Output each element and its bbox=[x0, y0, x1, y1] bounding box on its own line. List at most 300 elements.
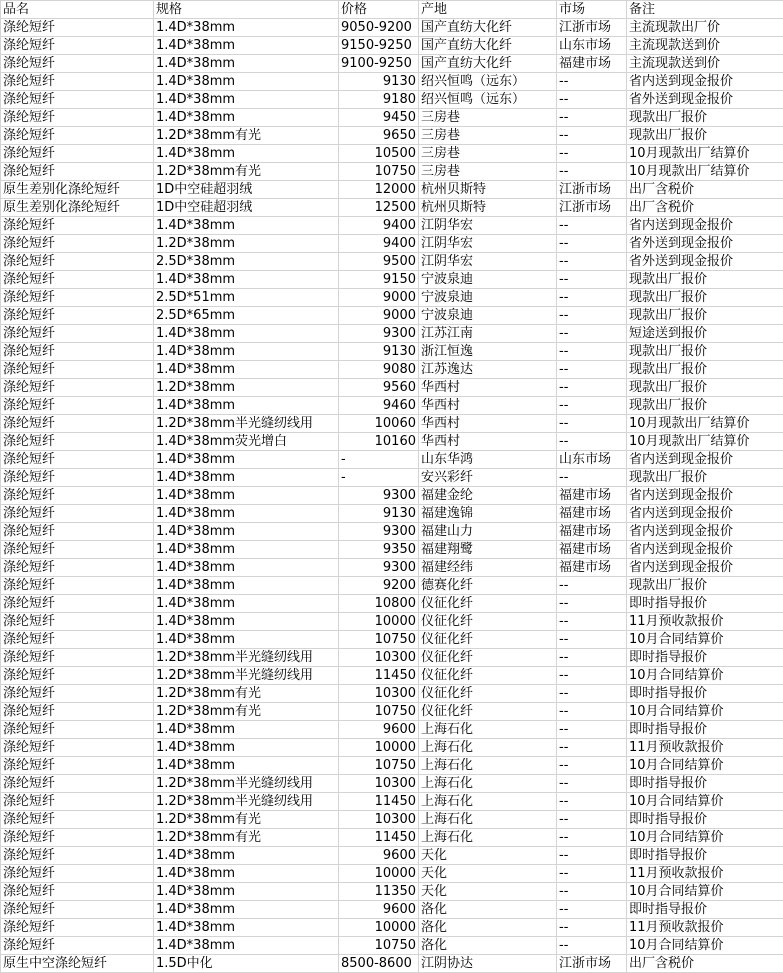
price-cell: 9400 bbox=[339, 217, 419, 235]
table-row bbox=[1, 883, 783, 901]
table-row bbox=[1, 595, 783, 613]
origin-cell: 宁波泉迪 bbox=[419, 289, 557, 307]
table-row bbox=[1, 757, 783, 775]
market-cell: -- bbox=[557, 919, 627, 937]
product-name-cell: 涤纶短纤 bbox=[1, 55, 154, 73]
product-name-cell: 涤纶短纤 bbox=[1, 793, 154, 811]
product-name-cell: 涤纶短纤 bbox=[1, 631, 154, 649]
spec-cell: 1.4D*38mm bbox=[154, 37, 339, 55]
table-row bbox=[1, 739, 783, 757]
market-cell: -- bbox=[557, 937, 627, 955]
table-row bbox=[1, 307, 783, 325]
market-cell: -- bbox=[557, 739, 627, 757]
product-name-cell: 涤纶短纤 bbox=[1, 379, 154, 397]
remark-cell: 10月合同结算价 bbox=[627, 703, 783, 721]
table-row bbox=[1, 19, 783, 37]
price-cell: 11450 bbox=[339, 793, 419, 811]
price-cell: 10300 bbox=[339, 649, 419, 667]
origin-cell: 仪征化纤 bbox=[419, 595, 557, 613]
table-row bbox=[1, 631, 783, 649]
origin-cell: 洛化 bbox=[419, 919, 557, 937]
market-cell: -- bbox=[557, 847, 627, 865]
table-row bbox=[1, 919, 783, 937]
spec-cell: 1.4D*38mm bbox=[154, 145, 339, 163]
table-row bbox=[1, 811, 783, 829]
origin-cell: 天化 bbox=[419, 883, 557, 901]
spec-cell: 1.4D*38mm bbox=[154, 109, 339, 127]
origin-cell: 上海石化 bbox=[419, 829, 557, 847]
header-remark: 备注 bbox=[627, 1, 783, 19]
table-row bbox=[1, 901, 783, 919]
product-name-cell: 涤纶短纤 bbox=[1, 667, 154, 685]
header-row bbox=[1, 1, 783, 19]
remark-cell: 11月预收款报价 bbox=[627, 739, 783, 757]
remark-cell: 主流现款出厂价 bbox=[627, 19, 783, 37]
product-name-cell: 涤纶短纤 bbox=[1, 775, 154, 793]
product-name-cell: 涤纶短纤 bbox=[1, 847, 154, 865]
product-name-cell: 涤纶短纤 bbox=[1, 811, 154, 829]
spec-cell: 1.2D*38mm bbox=[154, 379, 339, 397]
remark-cell: 现款出厂报价 bbox=[627, 109, 783, 127]
price-cell: 10800 bbox=[339, 595, 419, 613]
origin-cell: 上海石化 bbox=[419, 721, 557, 739]
origin-cell: 杭州贝斯特 bbox=[419, 181, 557, 199]
price-cell: 9650 bbox=[339, 127, 419, 145]
remark-cell: 10月合同结算价 bbox=[627, 631, 783, 649]
market-cell: -- bbox=[557, 577, 627, 595]
product-name-cell: 涤纶短纤 bbox=[1, 865, 154, 883]
remark-cell: 出厂含税价 bbox=[627, 181, 783, 199]
origin-cell: 上海石化 bbox=[419, 739, 557, 757]
remark-cell: 11月预收款报价 bbox=[627, 613, 783, 631]
product-name-cell: 涤纶短纤 bbox=[1, 361, 154, 379]
table-row bbox=[1, 127, 783, 145]
remark-cell: 即时指导报价 bbox=[627, 775, 783, 793]
product-name-cell: 涤纶短纤 bbox=[1, 127, 154, 145]
table-row bbox=[1, 487, 783, 505]
table-row bbox=[1, 649, 783, 667]
origin-cell: 宁波泉迪 bbox=[419, 307, 557, 325]
product-name-cell: 涤纶短纤 bbox=[1, 217, 154, 235]
origin-cell: 仪征化纤 bbox=[419, 685, 557, 703]
origin-cell: 仪征化纤 bbox=[419, 613, 557, 631]
product-name-cell: 涤纶短纤 bbox=[1, 487, 154, 505]
remark-cell: 现款出厂报价 bbox=[627, 271, 783, 289]
price-cell: 10750 bbox=[339, 163, 419, 181]
product-name-cell: 涤纶短纤 bbox=[1, 307, 154, 325]
table-row bbox=[1, 361, 783, 379]
remark-cell: 现款出厂报价 bbox=[627, 127, 783, 145]
market-cell: 福建市场 bbox=[557, 541, 627, 559]
product-name-cell: 涤纶短纤 bbox=[1, 649, 154, 667]
remark-cell: 省外送到现金报价 bbox=[627, 253, 783, 271]
product-name-cell: 涤纶短纤 bbox=[1, 37, 154, 55]
remark-cell: 短途送到报价 bbox=[627, 325, 783, 343]
remark-cell: 11月预收款报价 bbox=[627, 919, 783, 937]
remark-cell: 即时指导报价 bbox=[627, 901, 783, 919]
spec-cell: 1.2D*38mm半光缝纫线用 bbox=[154, 649, 339, 667]
origin-cell: 德赛化纤 bbox=[419, 577, 557, 595]
price-cell: 9600 bbox=[339, 721, 419, 739]
table-row bbox=[1, 865, 783, 883]
origin-cell: 国产直纺大化纤 bbox=[419, 19, 557, 37]
remark-cell: 10月现款出厂结算价 bbox=[627, 163, 783, 181]
table-row bbox=[1, 667, 783, 685]
origin-cell: 上海石化 bbox=[419, 775, 557, 793]
spec-cell: 1D中空硅超羽绒 bbox=[154, 181, 339, 199]
origin-cell: 福建山力 bbox=[419, 523, 557, 541]
market-cell: -- bbox=[557, 793, 627, 811]
table-row bbox=[1, 397, 783, 415]
spec-cell: 1.2D*38mm有光 bbox=[154, 829, 339, 847]
table-row bbox=[1, 559, 783, 577]
remark-cell: 即时指导报价 bbox=[627, 685, 783, 703]
price-cell: 9100-9250 bbox=[339, 55, 419, 73]
price-cell: 12000 bbox=[339, 181, 419, 199]
product-name-cell: 涤纶短纤 bbox=[1, 73, 154, 91]
market-cell: 福建市场 bbox=[557, 505, 627, 523]
spec-cell: 1.4D*38mm bbox=[154, 271, 339, 289]
spec-cell: 1.4D*38mm bbox=[154, 343, 339, 361]
price-cell: 11450 bbox=[339, 667, 419, 685]
product-name-cell: 涤纶短纤 bbox=[1, 343, 154, 361]
remark-cell: 10月合同结算价 bbox=[627, 667, 783, 685]
price-cell: 10300 bbox=[339, 685, 419, 703]
table-row bbox=[1, 163, 783, 181]
market-cell: -- bbox=[557, 901, 627, 919]
market-cell: 江浙市场 bbox=[557, 955, 627, 973]
product-name-cell: 涤纶短纤 bbox=[1, 577, 154, 595]
price-cell: 9130 bbox=[339, 73, 419, 91]
market-cell: -- bbox=[557, 469, 627, 487]
spec-cell: 1.2D*38mm半光缝纫线用 bbox=[154, 775, 339, 793]
header-origin: 产地 bbox=[419, 1, 557, 19]
origin-cell: 洛化 bbox=[419, 937, 557, 955]
product-name-cell: 涤纶短纤 bbox=[1, 559, 154, 577]
product-name-cell: 涤纶短纤 bbox=[1, 919, 154, 937]
price-cell: 8500-8600 bbox=[339, 955, 419, 973]
price-cell: 10750 bbox=[339, 937, 419, 955]
price-cell: 9350 bbox=[339, 541, 419, 559]
table-row bbox=[1, 433, 783, 451]
spec-cell: 1.4D*38mm bbox=[154, 595, 339, 613]
product-name-cell: 涤纶短纤 bbox=[1, 721, 154, 739]
table-row bbox=[1, 253, 783, 271]
price-cell: 9200 bbox=[339, 577, 419, 595]
table-row bbox=[1, 37, 783, 55]
spec-cell: 1.4D*38mm bbox=[154, 847, 339, 865]
origin-cell: 国产直纺大化纤 bbox=[419, 55, 557, 73]
origin-cell: 浙江恒逸 bbox=[419, 343, 557, 361]
market-cell: -- bbox=[557, 595, 627, 613]
market-cell: 福建市场 bbox=[557, 523, 627, 541]
table-row bbox=[1, 55, 783, 73]
spec-cell: 1.4D*38mm bbox=[154, 919, 339, 937]
market-cell: -- bbox=[557, 235, 627, 253]
market-cell: -- bbox=[557, 703, 627, 721]
header-market: 市场 bbox=[557, 1, 627, 19]
market-cell: -- bbox=[557, 361, 627, 379]
spec-cell: 1.4D*38mm bbox=[154, 631, 339, 649]
remark-cell: 即时指导报价 bbox=[627, 595, 783, 613]
product-name-cell: 涤纶短纤 bbox=[1, 883, 154, 901]
spec-cell: 1.2D*38mm半光缝纫线用 bbox=[154, 793, 339, 811]
price-cell: 9300 bbox=[339, 559, 419, 577]
product-name-cell: 原生差别化涤纶短纤 bbox=[1, 181, 154, 199]
origin-cell: 三房巷 bbox=[419, 127, 557, 145]
remark-cell: 出厂含税价 bbox=[627, 199, 783, 217]
remark-cell: 省内送到现金报价 bbox=[627, 217, 783, 235]
price-cell: 10000 bbox=[339, 919, 419, 937]
product-name-cell: 涤纶短纤 bbox=[1, 289, 154, 307]
table-row bbox=[1, 73, 783, 91]
product-name-cell: 涤纶短纤 bbox=[1, 703, 154, 721]
price-cell: 10000 bbox=[339, 739, 419, 757]
origin-cell: 仪征化纤 bbox=[419, 667, 557, 685]
table-row bbox=[1, 685, 783, 703]
table-row bbox=[1, 577, 783, 595]
table-row bbox=[1, 91, 783, 109]
spec-cell: 1.4D*38mm bbox=[154, 721, 339, 739]
origin-cell: 福建金纶 bbox=[419, 487, 557, 505]
remark-cell: 10月现款出厂结算价 bbox=[627, 433, 783, 451]
product-name-cell: 涤纶短纤 bbox=[1, 757, 154, 775]
market-cell: -- bbox=[557, 721, 627, 739]
origin-cell: 宁波泉迪 bbox=[419, 271, 557, 289]
spec-cell: 1.4D*38mm bbox=[154, 613, 339, 631]
price-cell: 9130 bbox=[339, 505, 419, 523]
product-name-cell: 涤纶短纤 bbox=[1, 109, 154, 127]
price-cell: 9560 bbox=[339, 379, 419, 397]
market-cell: -- bbox=[557, 217, 627, 235]
price-cell: 9150-9250 bbox=[339, 37, 419, 55]
market-cell: 福建市场 bbox=[557, 559, 627, 577]
table-row bbox=[1, 937, 783, 955]
spec-cell: 1.5D中化 bbox=[154, 955, 339, 973]
price-cell: 10300 bbox=[339, 811, 419, 829]
table-row bbox=[1, 703, 783, 721]
price-cell: 9600 bbox=[339, 901, 419, 919]
price-cell: 9080 bbox=[339, 361, 419, 379]
spec-cell: 1.4D*38mm bbox=[154, 577, 339, 595]
market-cell: -- bbox=[557, 397, 627, 415]
spec-cell: 1.4D*38mm bbox=[154, 523, 339, 541]
origin-cell: 江阴华宏 bbox=[419, 217, 557, 235]
table-row bbox=[1, 235, 783, 253]
table-row bbox=[1, 379, 783, 397]
product-name-cell: 涤纶短纤 bbox=[1, 253, 154, 271]
spec-cell: 1.4D*38mm bbox=[154, 451, 339, 469]
market-cell: -- bbox=[557, 253, 627, 271]
remark-cell: 省内送到现金报价 bbox=[627, 541, 783, 559]
table-row bbox=[1, 523, 783, 541]
spec-cell: 1.2D*38mm有光 bbox=[154, 811, 339, 829]
origin-cell: 绍兴恒鸣（远东） bbox=[419, 91, 557, 109]
table-row bbox=[1, 217, 783, 235]
table-row bbox=[1, 469, 783, 487]
market-cell: -- bbox=[557, 91, 627, 109]
market-cell: 山东市场 bbox=[557, 37, 627, 55]
spec-cell: 1.4D*38mm bbox=[154, 469, 339, 487]
spec-cell: 1.4D*38mm bbox=[154, 217, 339, 235]
spec-cell: 1.4D*38mm bbox=[154, 19, 339, 37]
origin-cell: 仪征化纤 bbox=[419, 649, 557, 667]
header-spec: 规格 bbox=[154, 1, 339, 19]
remark-cell: 省内送到现金报价 bbox=[627, 487, 783, 505]
market-cell: -- bbox=[557, 883, 627, 901]
remark-cell: 省内送到现金报价 bbox=[627, 73, 783, 91]
market-cell: -- bbox=[557, 649, 627, 667]
market-cell: -- bbox=[557, 433, 627, 451]
table-row bbox=[1, 343, 783, 361]
spec-cell: 1.4D*38mm bbox=[154, 487, 339, 505]
table-header bbox=[1, 1, 783, 19]
product-name-cell: 涤纶短纤 bbox=[1, 235, 154, 253]
remark-cell: 现款出厂报价 bbox=[627, 379, 783, 397]
origin-cell: 绍兴恒鸣（远东） bbox=[419, 73, 557, 91]
remark-cell: 10月合同结算价 bbox=[627, 937, 783, 955]
price-cell: 9400 bbox=[339, 235, 419, 253]
table-row bbox=[1, 955, 783, 973]
price-cell: 10300 bbox=[339, 775, 419, 793]
market-cell: -- bbox=[557, 271, 627, 289]
spec-cell: 1.2D*38mm有光 bbox=[154, 685, 339, 703]
price-cell: 10500 bbox=[339, 145, 419, 163]
product-name-cell: 原生差别化涤纶短纤 bbox=[1, 199, 154, 217]
product-name-cell: 涤纶短纤 bbox=[1, 163, 154, 181]
origin-cell: 华西村 bbox=[419, 415, 557, 433]
remark-cell: 省外送到现金报价 bbox=[627, 235, 783, 253]
spec-cell: 1.2D*38mm有光 bbox=[154, 127, 339, 145]
remark-cell: 出厂含税价 bbox=[627, 955, 783, 973]
remark-cell: 即时指导报价 bbox=[627, 811, 783, 829]
market-cell: -- bbox=[557, 73, 627, 91]
spec-cell: 1.4D*38mm bbox=[154, 361, 339, 379]
remark-cell: 10月合同结算价 bbox=[627, 757, 783, 775]
product-name-cell: 涤纶短纤 bbox=[1, 541, 154, 559]
market-cell: -- bbox=[557, 343, 627, 361]
market-cell: -- bbox=[557, 631, 627, 649]
table-row bbox=[1, 847, 783, 865]
market-cell: -- bbox=[557, 829, 627, 847]
origin-cell: 仪征化纤 bbox=[419, 703, 557, 721]
product-name-cell: 涤纶短纤 bbox=[1, 451, 154, 469]
product-name-cell: 涤纶短纤 bbox=[1, 433, 154, 451]
spec-cell: 1.2D*38mm半光缝纫线用 bbox=[154, 667, 339, 685]
table-row bbox=[1, 325, 783, 343]
market-cell: -- bbox=[557, 325, 627, 343]
origin-cell: 江苏逸达 bbox=[419, 361, 557, 379]
market-cell: 山东市场 bbox=[557, 451, 627, 469]
market-cell: -- bbox=[557, 109, 627, 127]
spec-cell: 2.5D*65mm bbox=[154, 307, 339, 325]
price-cell: 12500 bbox=[339, 199, 419, 217]
product-name-cell: 涤纶短纤 bbox=[1, 505, 154, 523]
origin-cell: 安兴彩纤 bbox=[419, 469, 557, 487]
market-cell: -- bbox=[557, 865, 627, 883]
market-cell: -- bbox=[557, 379, 627, 397]
market-cell: 福建市场 bbox=[557, 487, 627, 505]
header-price: 价格 bbox=[339, 1, 419, 19]
header-product-name: 品名 bbox=[1, 1, 154, 19]
origin-cell: 天化 bbox=[419, 865, 557, 883]
spec-cell: 1.4D*38mm bbox=[154, 91, 339, 109]
table-row bbox=[1, 199, 783, 217]
remark-cell: 11月预收款报价 bbox=[627, 865, 783, 883]
origin-cell: 山东华鸿 bbox=[419, 451, 557, 469]
spec-cell: 1D中空硅超羽绒 bbox=[154, 199, 339, 217]
price-cell: 9130 bbox=[339, 343, 419, 361]
product-name-cell: 涤纶短纤 bbox=[1, 415, 154, 433]
origin-cell: 江阴协达 bbox=[419, 955, 557, 973]
remark-cell: 现款出厂报价 bbox=[627, 397, 783, 415]
market-cell: 江浙市场 bbox=[557, 19, 627, 37]
remark-cell: 现款出厂报价 bbox=[627, 361, 783, 379]
remark-cell: 10月合同结算价 bbox=[627, 829, 783, 847]
spec-cell: 1.4D*38mm bbox=[154, 883, 339, 901]
table-row bbox=[1, 775, 783, 793]
origin-cell: 仪征化纤 bbox=[419, 631, 557, 649]
remark-cell: 10月合同结算价 bbox=[627, 883, 783, 901]
spec-cell: 1.4D*38mm bbox=[154, 55, 339, 73]
price-cell: - bbox=[339, 451, 419, 469]
remark-cell: 即时指导报价 bbox=[627, 721, 783, 739]
market-cell: -- bbox=[557, 289, 627, 307]
table-row bbox=[1, 451, 783, 469]
spec-cell: 1.2D*38mm有光 bbox=[154, 163, 339, 181]
product-name-cell: 涤纶短纤 bbox=[1, 739, 154, 757]
origin-cell: 上海石化 bbox=[419, 811, 557, 829]
table-row bbox=[1, 613, 783, 631]
table-row bbox=[1, 415, 783, 433]
market-cell: -- bbox=[557, 775, 627, 793]
price-cell: 9000 bbox=[339, 307, 419, 325]
spec-cell: 1.4D*38mm荧光增白 bbox=[154, 433, 339, 451]
price-cell: 10750 bbox=[339, 703, 419, 721]
price-cell: 9180 bbox=[339, 91, 419, 109]
price-cell: 10750 bbox=[339, 631, 419, 649]
table-row bbox=[1, 109, 783, 127]
price-cell: 10750 bbox=[339, 757, 419, 775]
origin-cell: 江阴华宏 bbox=[419, 253, 557, 271]
remark-cell: 现款出厂报价 bbox=[627, 289, 783, 307]
spec-cell: 1.4D*38mm bbox=[154, 739, 339, 757]
market-cell: -- bbox=[557, 307, 627, 325]
table-row bbox=[1, 505, 783, 523]
price-cell: 9600 bbox=[339, 847, 419, 865]
origin-cell: 三房巷 bbox=[419, 145, 557, 163]
spec-cell: 2.5D*51mm bbox=[154, 289, 339, 307]
origin-cell: 福建经纬 bbox=[419, 559, 557, 577]
market-cell: -- bbox=[557, 145, 627, 163]
remark-cell: 10月现款出厂结算价 bbox=[627, 415, 783, 433]
spec-cell: 1.4D*38mm bbox=[154, 541, 339, 559]
price-cell: 9000 bbox=[339, 289, 419, 307]
product-name-cell: 涤纶短纤 bbox=[1, 397, 154, 415]
product-name-cell: 涤纶短纤 bbox=[1, 613, 154, 631]
table-row bbox=[1, 541, 783, 559]
market-cell: 江浙市场 bbox=[557, 199, 627, 217]
table-body bbox=[1, 19, 783, 973]
origin-cell: 江阴华宏 bbox=[419, 235, 557, 253]
spec-cell: 1.4D*38mm bbox=[154, 757, 339, 775]
market-cell: -- bbox=[557, 415, 627, 433]
origin-cell: 华西村 bbox=[419, 433, 557, 451]
product-name-cell: 涤纶短纤 bbox=[1, 829, 154, 847]
table-row bbox=[1, 289, 783, 307]
remark-cell: 省内送到现金报价 bbox=[627, 451, 783, 469]
spec-cell: 1.4D*38mm bbox=[154, 865, 339, 883]
